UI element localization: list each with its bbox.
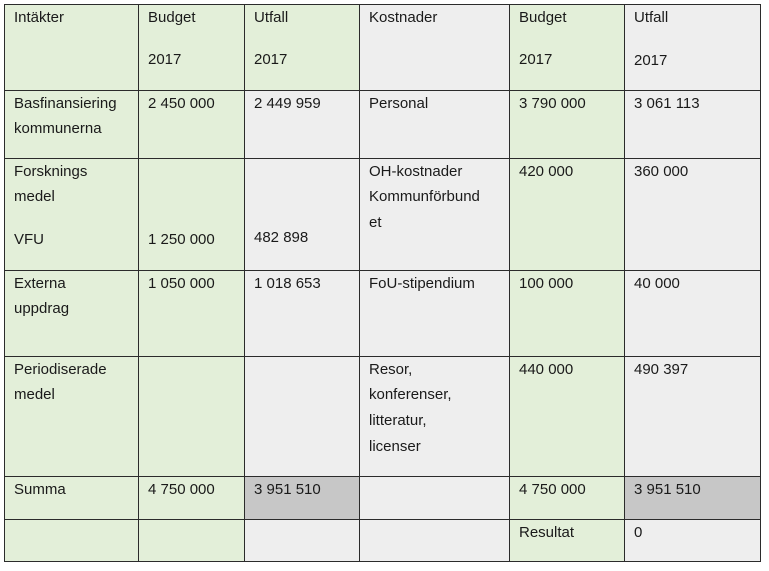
cost-label-line: OH-kostnader xyxy=(369,163,463,180)
income-budget-cell xyxy=(139,91,245,159)
cost-budget-cell xyxy=(510,271,625,357)
income-budget-value: 1 250 000 xyxy=(148,231,215,248)
cost-label-line: Kommunförbund xyxy=(369,188,480,205)
income-outcome-value: 1 018 653 xyxy=(254,275,321,292)
cost-label-cell xyxy=(360,159,510,271)
result-label-cell xyxy=(510,520,625,562)
table-row xyxy=(5,271,761,357)
cost-label-cell xyxy=(360,357,510,477)
cost-outcome-value: 3 061 113 xyxy=(634,95,700,112)
header-cost-budget-cell xyxy=(510,5,625,91)
cost-budget-value: 3 790 000 xyxy=(519,95,586,112)
header-income-budget-cell xyxy=(139,5,245,91)
header-cost-outcome-cell xyxy=(625,5,761,91)
cost-outcome-value: 490 397 xyxy=(634,361,689,378)
header-budget-label: Budget xyxy=(519,9,567,26)
summary-income-outcome-cell xyxy=(245,477,360,520)
cost-label-line: Personal xyxy=(369,95,429,112)
income-label-line: VFU xyxy=(14,231,44,248)
cost-label-line: et xyxy=(369,214,382,231)
cost-budget-cell xyxy=(510,91,625,159)
result-label: Resultat xyxy=(519,524,575,541)
income-budget-cell xyxy=(139,159,245,271)
summary-row xyxy=(5,477,761,520)
result-value-cell xyxy=(625,520,761,562)
income-label-line: medel xyxy=(14,188,55,205)
income-label-line: Externa xyxy=(14,275,66,292)
income-label-cell xyxy=(5,357,139,477)
header-outcome-label: Utfall xyxy=(254,9,289,26)
summary-empty-cell xyxy=(360,477,510,520)
cost-budget-value: 440 000 xyxy=(519,361,574,378)
result-empty-cell xyxy=(245,520,360,562)
result-value: 0 xyxy=(634,524,643,541)
income-label-cell xyxy=(5,91,139,159)
header-budget-year: 2017 xyxy=(148,51,182,68)
cost-label-line: FoU-stipendium xyxy=(369,275,475,292)
summary-label: Summa xyxy=(14,481,66,498)
cost-budget-value: 420 000 xyxy=(519,163,574,180)
cost-outcome-value: 360 000 xyxy=(634,163,689,180)
income-label-cell xyxy=(5,159,139,271)
cost-budget-cell xyxy=(510,159,625,271)
table-row xyxy=(5,357,761,477)
income-outcome-cell xyxy=(245,271,360,357)
budget-table xyxy=(4,4,761,562)
income-label-line: uppdrag xyxy=(14,300,70,317)
cost-budget-cell xyxy=(510,357,625,477)
cost-outcome-cell xyxy=(625,271,761,357)
cost-label-cell xyxy=(360,271,510,357)
cost-outcome-cell xyxy=(625,357,761,477)
header-budget-year: 2017 xyxy=(519,51,553,68)
income-budget-value: 1 050 000 xyxy=(148,275,215,292)
summary-cost-outcome: 3 951 510 xyxy=(634,481,701,498)
cost-label-cell xyxy=(360,91,510,159)
cost-outcome-value: 40 000 xyxy=(634,275,680,292)
cost-outcome-cell xyxy=(625,159,761,271)
income-outcome-value: 482 898 xyxy=(254,229,309,246)
summary-cost-budget-cell xyxy=(510,477,625,520)
income-outcome-cell xyxy=(245,159,360,271)
header-outcome-label: Utfall xyxy=(634,9,669,26)
cost-label-line: licenser xyxy=(369,438,421,455)
result-empty-cell xyxy=(5,520,139,562)
income-outcome-cell xyxy=(245,91,360,159)
income-outcome-value: 2 449 959 xyxy=(254,95,321,112)
cost-outcome-cell xyxy=(625,91,761,159)
summary-cost-outcome-cell xyxy=(625,477,761,520)
table-row xyxy=(5,91,761,159)
summary-income-outcome: 3 951 510 xyxy=(254,481,321,498)
summary-income-budget: 4 750 000 xyxy=(148,481,215,498)
header-income-outcome-cell xyxy=(245,5,360,91)
header-budget-label: Budget xyxy=(148,9,196,26)
header-outcome-year: 2017 xyxy=(254,51,288,68)
income-label-line: Forsknings xyxy=(14,163,88,180)
header-row xyxy=(5,5,761,91)
result-empty-cell xyxy=(360,520,510,562)
cost-label-line: litteratur, xyxy=(369,412,427,429)
income-label-line: Periodiserade xyxy=(14,361,107,378)
header-outcome-year: 2017 xyxy=(634,52,668,69)
summary-label-cell xyxy=(5,477,139,520)
summary-income-budget-cell xyxy=(139,477,245,520)
table-row xyxy=(5,159,761,271)
income-budget-cell xyxy=(139,357,245,477)
cost-label-line: Resor, xyxy=(369,361,413,378)
header-income-label: Intäkter xyxy=(14,9,65,26)
header-costs-label: Kostnader xyxy=(369,9,438,26)
cost-budget-value: 100 000 xyxy=(519,275,574,292)
result-row xyxy=(5,520,761,562)
income-budget-value: 2 450 000 xyxy=(148,95,215,112)
income-budget-cell xyxy=(139,271,245,357)
summary-cost-budget: 4 750 000 xyxy=(519,481,586,498)
income-label-line: kommunerna xyxy=(14,120,102,137)
income-outcome-cell xyxy=(245,357,360,477)
cost-label-line: konferenser, xyxy=(369,386,452,403)
income-label-line: medel xyxy=(14,386,55,403)
income-label-cell xyxy=(5,271,139,357)
header-costs-cell xyxy=(360,5,510,91)
result-empty-cell xyxy=(139,520,245,562)
header-income-cell xyxy=(5,5,139,91)
income-label-line: Basfinansiering xyxy=(14,95,117,112)
